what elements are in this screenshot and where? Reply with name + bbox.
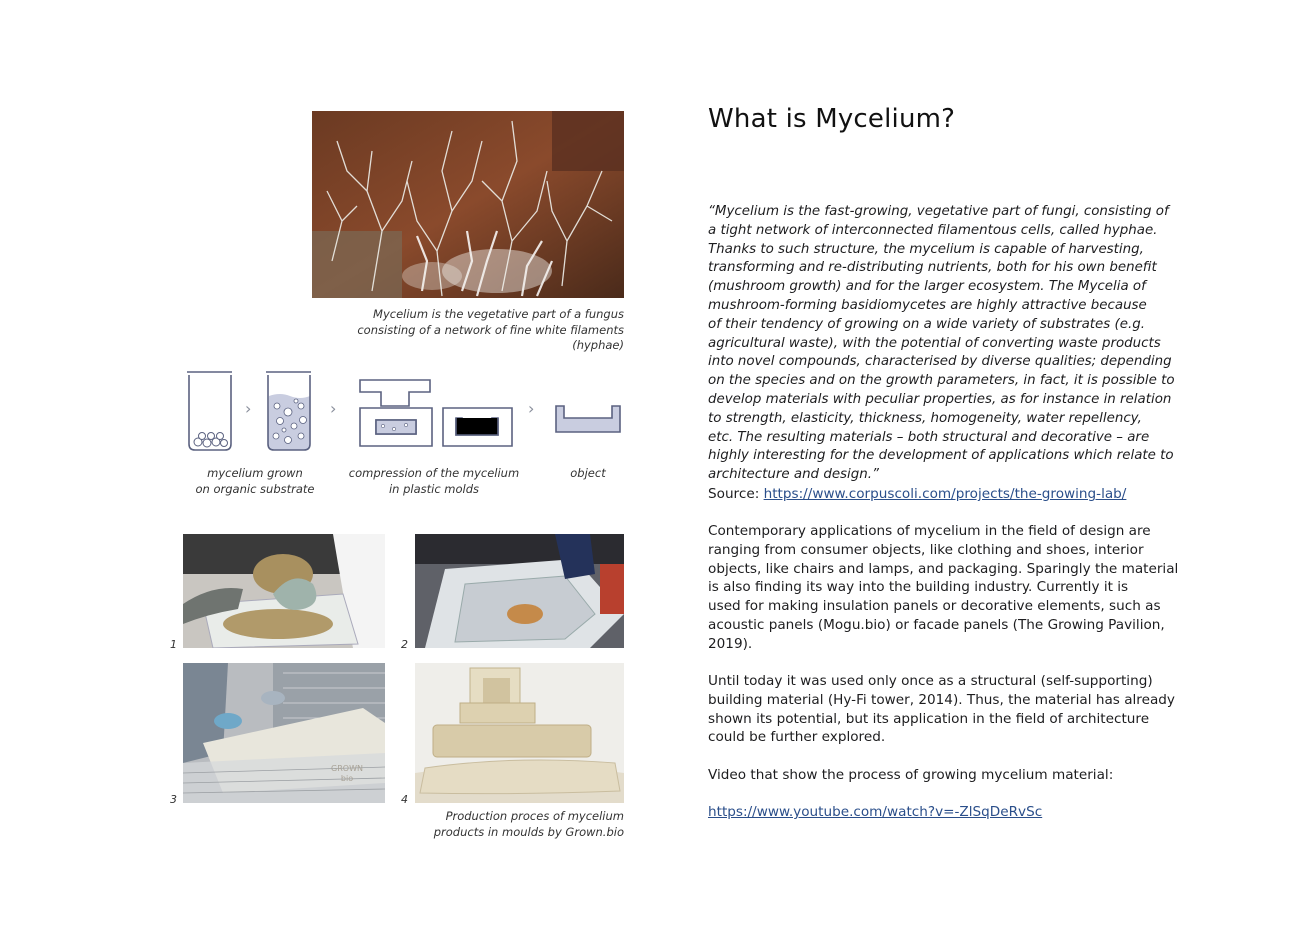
mycelium-photo: [312, 111, 624, 298]
process-photo-2: [415, 534, 624, 648]
photo-number-2: 2: [401, 638, 408, 651]
process-photo-4: [415, 663, 624, 803]
source-link[interactable]: https://www.corpuscoli.com/projects/the-growing-lab/: [763, 486, 1127, 502]
photo-number-4: 4: [401, 793, 408, 806]
production-caption: Production proces of mycelium products in moulds by Grown.bio: [433, 809, 624, 839]
arrow-icon: ›: [528, 399, 535, 418]
mycelium-quote: “Mycelium is the fast-growing, vegetative part of fungi, consisting of a tight network of interconnected filamentous cells, called hyphae. Thanks to such structure, the mycelium is capable of harvesting, transforming and re-distributing nutrients, both for his own benefit (mushroom growth) and for the larger ecosystem. The Mycelia of mushroom-forming basidiomycetes are highly attractive because of their tendency of growing on a wide variety of substrates (e.g. agricultural waste), with the potential of converting waste products into novel compounds, characterised by diverse qualities; depending on the species and on the growth parameters, in fact, it is possible to develop materials with peculiar properties, as for instance in relation to strength, elasticity, thickness, homogeneity, water repellency, etc. The resulting materials – both structural and decorative – are highly interesting for the development of applications which relate to architecture and design.”: [708, 204, 1175, 483]
quote-source: Source: https://www.corpuscoli.com/projects/the-growing-lab/: [708, 486, 1127, 502]
arrow-icon: ›: [330, 399, 337, 418]
diagram-label-substrate: mycelium grown on organic substrate: [195, 466, 315, 496]
photo-number-3: 3: [170, 793, 177, 806]
jar-filled-icon: [266, 372, 311, 450]
mold-object-icon: [443, 408, 512, 446]
structural-paragraph: Until today it was used only once as a structural (self-supporting) building material (Hy-Fi tower, 2014). Thus, the material has already shown its potential, but its application in the field of architecture could be further explored.: [708, 673, 1175, 746]
mycelium-photo-caption: Mycelium is the vegetative part of a fungus consisting of a network of fine white filaments (hyphae): [357, 307, 624, 352]
arrow-icon: ›: [245, 399, 252, 418]
diagram-label-compression: compression of the mycelium in plastic molds: [348, 466, 520, 496]
applications-paragraph: Contemporary applications of mycelium in the field of design are ranging from consumer objects, like clothing and shoes, interior objects, like chairs and lamps, and packaging. Sparingly the material is also finding its way into the building industry. Currently it is used for making insulation panels or decorative elements, such as acoustic panels (Mogu.bio) or facade panels (The Growing Pavilion, 2019).: [708, 523, 1179, 652]
photo-number-1: 1: [170, 638, 177, 651]
object-icon: [556, 406, 620, 432]
process-photo-1: [183, 534, 385, 648]
page-title: What is Mycelium?: [708, 104, 956, 134]
mold-press-icon: [360, 380, 430, 406]
mold-filled-icon: [360, 408, 432, 446]
jar-empty-icon: [187, 372, 232, 450]
video-link-row: [708, 803, 1042, 822]
video-label: Video that show the process of growing mycelium material:: [708, 767, 1114, 783]
diagram-label-object: object: [570, 466, 606, 480]
video-link[interactable]: https://www.youtube.com/watch?v=-ZlSqDeRvSc: [708, 804, 1043, 820]
grown-bio-watermark: GROWN bio: [331, 764, 363, 783]
